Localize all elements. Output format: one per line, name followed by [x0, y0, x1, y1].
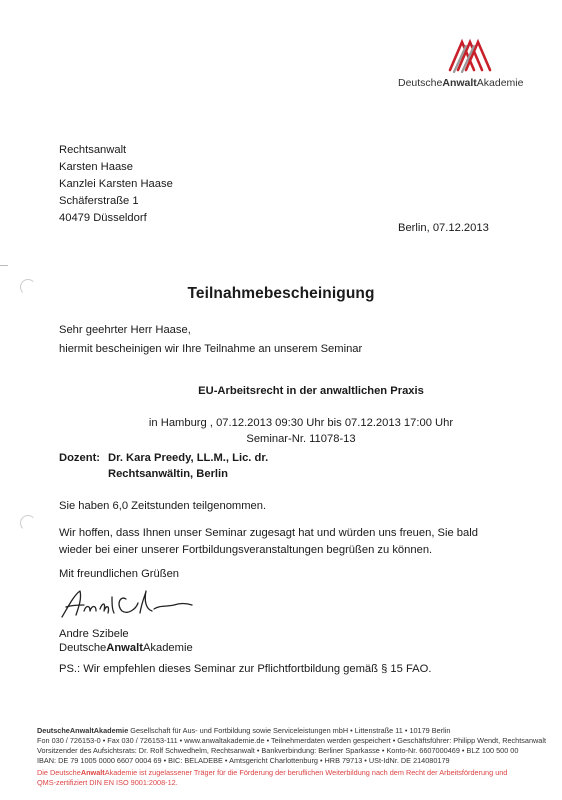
recipient-line: Rechtsanwalt [59, 144, 127, 156]
greeting: Mit freundlichen Grüßen [59, 568, 180, 580]
footer-line: Vorsitzender des Aufsichtsrats: Dr. Rolf Schwedhelm, Rechtsanwalt • Bankverbindung: Berliner Sparkasse • Konto-Nr. 6607000469 • BLZ 100 500 00 [37, 746, 519, 755]
seminar-number: Seminar-Nr. 11078-13 [246, 433, 356, 445]
logo-icon [444, 36, 492, 74]
intro-text: hiermit bescheinigen wir Ihre Teilnahme an unserem Seminar [59, 343, 363, 355]
footer-certification: QMS-zertifiziert DIN EN ISO 9001:2008-12. [37, 778, 178, 787]
footer-certification: Die DeutscheAnwaltAkademie ist zugelassener Träger für die Förderung der beruflichen Weiterbildung nach dem Recht der Arbeitsförderung und [37, 768, 508, 777]
punch-hole-mark [20, 515, 36, 531]
closing-text: Wir hoffen, dass Ihnen unser Seminar zugesagt hat und würden uns freuen, Sie bald [59, 527, 478, 539]
closing-text: wieder bei einer unserer Fortbildungsveranstaltungen begrüßen zu können. [59, 544, 433, 556]
seminar-title: EU-Arbeitsrecht in der anwaltlichen Praxis [198, 385, 424, 397]
signer-name: Andre Szibele [59, 628, 129, 640]
page-title: Teilnahmebescheinigung [187, 285, 375, 302]
recipient-line: Schäferstraße 1 [59, 195, 139, 207]
fold-mark [0, 265, 8, 266]
lecturer-label: Dozent: [59, 452, 101, 464]
place-date: Berlin, 07.12.2013 [398, 222, 489, 234]
logo-wordmark: DeutscheAnwaltAkademie [398, 77, 524, 89]
recipient-line: 40479 Düsseldorf [59, 212, 147, 224]
seminar-date: in Hamburg , 07.12.2013 09:30 Uhr bis 07.12.2013 17:00 Uhr [148, 417, 454, 429]
hours-text: Sie haben 6,0 Zeitstunden teilgenommen. [59, 500, 267, 512]
signature-icon [56, 583, 196, 623]
footer-line: DeutscheAnwaltAkademie Gesellschaft für Aus- und Fortbildung sowie Serviceleistungen mbH • Littenstraße 11 • 10179 Berlin [37, 726, 451, 735]
footer-line: Fon 030 / 726153-0 • Fax 030 / 726153-111 • www.anwaltakademie.de • Teilnehmerdaten werden gespeichert • Geschäftsführer: Philipp Wendt, Rechtsanwalt [37, 736, 546, 745]
lecturer-role: Rechtsanwältin, Berlin [108, 468, 228, 480]
signer-org: DeutscheAnwaltAkademie [59, 642, 193, 654]
recipient-line: Karsten Haase [59, 161, 134, 173]
postscript: PS.: Wir empfehlen dieses Seminar zur Pflichtfortbildung gemäß § 15 FAO. [59, 663, 432, 675]
recipient-line: Kanzlei Karsten Haase [59, 178, 173, 190]
footer-line: IBAN: DE 79 1005 0000 6607 0004 69 • BIC: BELADEBE • Amtsgericht Charlottenburg • HRB 79713 • USt-IdNr. DE 214080179 [37, 756, 450, 765]
salutation: Sehr geehrter Herr Haase, [59, 324, 191, 336]
lecturer-name: Dr. Kara Preedy, LL.M., Lic. dr. [108, 452, 269, 464]
